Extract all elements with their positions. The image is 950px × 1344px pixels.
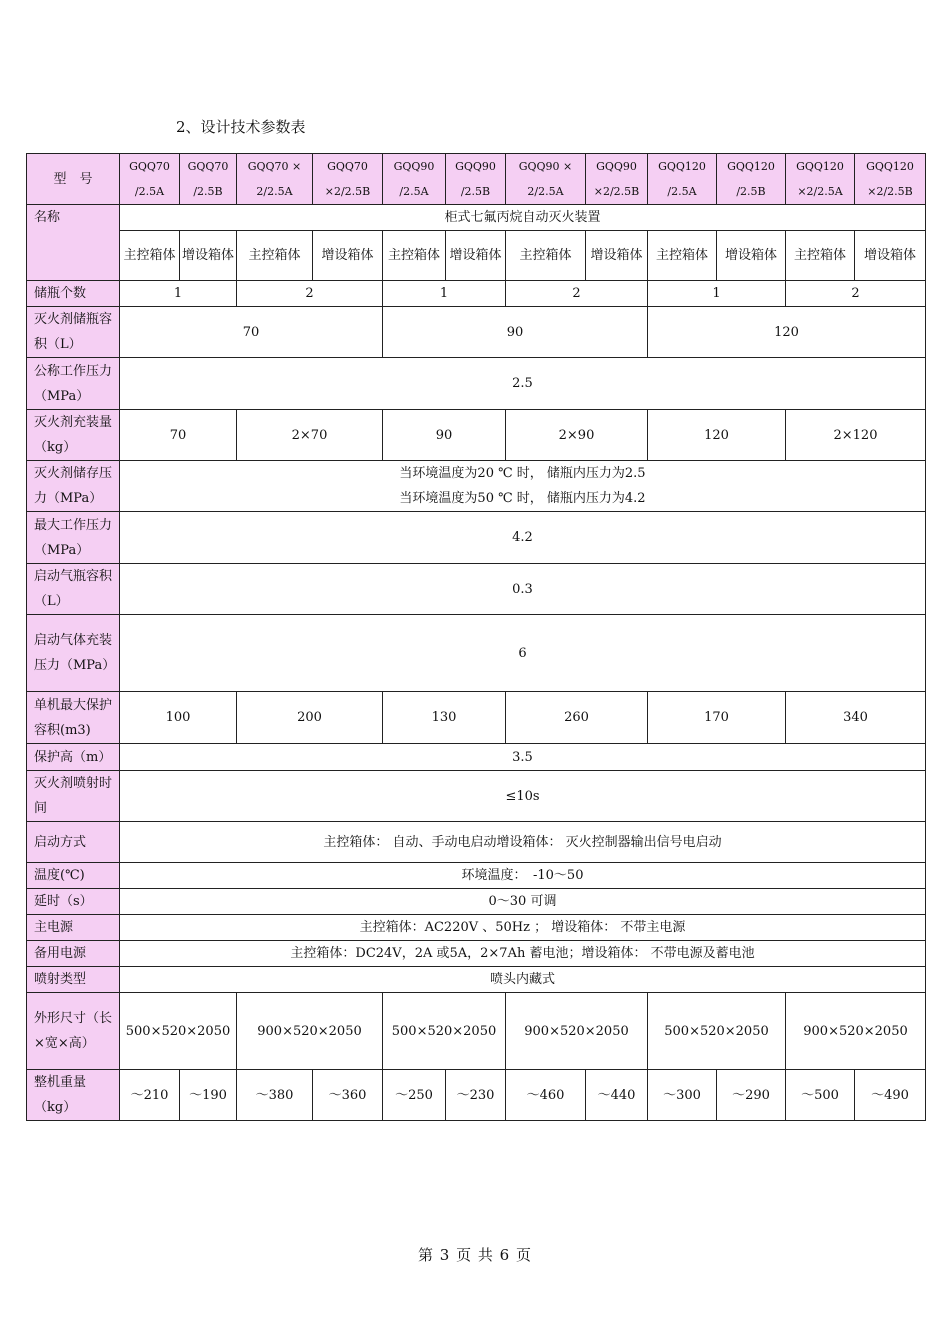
model-cell: GQQ90 /2.5B bbox=[446, 154, 506, 205]
model-cell: GQQ120 ×2/2.5A bbox=[786, 154, 855, 205]
dimensions-value: 900×520×2050 bbox=[786, 993, 926, 1070]
weight-value: ～360 bbox=[313, 1070, 383, 1121]
weight-value: ～190 bbox=[180, 1070, 237, 1121]
fill-value: 2×120 bbox=[786, 410, 926, 461]
label-start-bottle: 启动气瓶容积（L） bbox=[27, 564, 120, 615]
row-model bbox=[27, 154, 926, 205]
label-temperature: 温度(℃) bbox=[27, 863, 120, 889]
weight-value: ～230 bbox=[446, 1070, 506, 1121]
model-cell: GQQ70 ×2/2.5B bbox=[313, 154, 383, 205]
row-protect-height bbox=[27, 744, 926, 771]
start-gas-value: 6 bbox=[120, 615, 926, 692]
temperature-value: 环境温度： -10～50 bbox=[120, 863, 926, 889]
label-backup-power: 备用电源 bbox=[27, 941, 120, 967]
capacity-value: 90 bbox=[383, 307, 648, 358]
label-main-power: 主电源 bbox=[27, 915, 120, 941]
label-delay: 延时（s） bbox=[27, 889, 120, 915]
delay-value: 0～30 可调 bbox=[120, 889, 926, 915]
row-storage-pressure bbox=[27, 461, 926, 512]
model-cell: GQQ90 × 2/2.5A bbox=[506, 154, 586, 205]
protect-height-value: 3.5 bbox=[120, 744, 926, 771]
label-bottles: 储瓶个数 bbox=[27, 281, 120, 307]
weight-value: ～250 bbox=[383, 1070, 446, 1121]
dimensions-value: 900×520×2050 bbox=[506, 993, 648, 1070]
row-spray-time bbox=[27, 771, 926, 822]
row-dimensions bbox=[27, 993, 926, 1070]
model-cell: GQQ120 ×2/2.5B bbox=[855, 154, 926, 205]
protect-volume-value: 340 bbox=[786, 692, 926, 744]
row-start-mode bbox=[27, 822, 926, 863]
box-type: 主控箱体 bbox=[237, 231, 313, 281]
fill-value: 2×90 bbox=[506, 410, 648, 461]
box-type: 主控箱体 bbox=[648, 231, 717, 281]
capacity-value: 70 bbox=[120, 307, 383, 358]
row-backup-power bbox=[27, 941, 926, 967]
row-max-pressure bbox=[27, 512, 926, 564]
box-type: 主控箱体 bbox=[786, 231, 855, 281]
label-fill: 灭火剂充装量（kg） bbox=[27, 410, 120, 461]
box-type: 增设箱体 bbox=[180, 231, 237, 281]
row-temperature bbox=[27, 863, 926, 889]
spray-type-value: 喷头内藏式 bbox=[120, 967, 926, 993]
fill-value: 90 bbox=[383, 410, 506, 461]
page-footer: 第 3 页 共 6 页 bbox=[418, 1246, 532, 1264]
row-fill bbox=[27, 410, 926, 461]
bottles-value: 2 bbox=[506, 281, 648, 307]
weight-value: ～460 bbox=[506, 1070, 586, 1121]
row-start-gas bbox=[27, 615, 926, 692]
label-spray-time: 灭火剂喷射时间 bbox=[27, 771, 120, 822]
weight-value: ～500 bbox=[786, 1070, 855, 1121]
row-spray-type bbox=[27, 967, 926, 993]
weight-value: ～440 bbox=[586, 1070, 648, 1121]
row-pressure-nominal bbox=[27, 358, 926, 410]
row-protect-volume bbox=[27, 692, 926, 744]
dimensions-value: 500×520×2050 bbox=[648, 993, 786, 1070]
label-protect-volume: 单机最大保护容积(m3) bbox=[27, 692, 120, 744]
dimensions-value: 900×520×2050 bbox=[237, 993, 383, 1070]
pressure-nominal-value: 2.5 bbox=[120, 358, 926, 410]
protect-volume-value: 100 bbox=[120, 692, 237, 744]
weight-value: ～380 bbox=[237, 1070, 313, 1121]
bottles-value: 1 bbox=[648, 281, 786, 307]
protect-volume-value: 200 bbox=[237, 692, 383, 744]
capacity-value: 120 bbox=[648, 307, 926, 358]
label-max-pressure: 最大工作压力（MPa） bbox=[27, 512, 120, 564]
main-power-value: 主控箱体：AC220V 、50Hz ； 增设箱体： 不带主电源 bbox=[120, 915, 926, 941]
row-device-name bbox=[27, 205, 926, 231]
weight-value: ～490 bbox=[855, 1070, 926, 1121]
model-cell: GQQ70 /2.5A bbox=[120, 154, 180, 205]
box-type: 主控箱体 bbox=[120, 231, 180, 281]
row-box-types bbox=[27, 231, 926, 281]
box-type: 增设箱体 bbox=[855, 231, 926, 281]
fill-value: 120 bbox=[648, 410, 786, 461]
row-weight bbox=[27, 1070, 926, 1121]
label-weight: 整机重量（kg） bbox=[27, 1070, 120, 1121]
device-name: 柜式七氟丙烷自动灭火装置 bbox=[120, 205, 926, 231]
row-delay bbox=[27, 889, 926, 915]
protect-volume-value: 170 bbox=[648, 692, 786, 744]
dimensions-value: 500×520×2050 bbox=[120, 993, 237, 1070]
label-capacity: 灭火剂储瓶容积（L） bbox=[27, 307, 120, 358]
model-cell: GQQ90 /2.5A bbox=[383, 154, 446, 205]
label-dimensions: 外形尺寸（长×宽×高） bbox=[27, 993, 120, 1070]
label-protect-height: 保护高（m） bbox=[27, 744, 120, 771]
label-start-mode: 启动方式 bbox=[27, 822, 120, 863]
fill-value: 70 bbox=[120, 410, 237, 461]
storage-pressure-value: 当环境温度为20 ℃ 时， 储瓶内压力为2.5 当环境温度为50 ℃ 时， 储瓶内压力为4.2 bbox=[120, 461, 926, 512]
bottles-value: 2 bbox=[237, 281, 383, 307]
model-cell: GQQ70 × 2/2.5A bbox=[237, 154, 313, 205]
label-storage-pressure: 灭火剂储存压力（MPa） bbox=[27, 461, 120, 512]
weight-value: ～210 bbox=[120, 1070, 180, 1121]
box-type: 主控箱体 bbox=[506, 231, 586, 281]
label-start-gas: 启动气体充装压力（MPa） bbox=[27, 615, 120, 692]
weight-value: ～300 bbox=[648, 1070, 717, 1121]
bottles-value: 1 bbox=[120, 281, 237, 307]
box-type: 主控箱体 bbox=[383, 231, 446, 281]
dimensions-value: 500×520×2050 bbox=[383, 993, 506, 1070]
label-model: 型 号 bbox=[27, 154, 120, 205]
weight-value: ～290 bbox=[717, 1070, 786, 1121]
row-main-power bbox=[27, 915, 926, 941]
bottles-value: 1 bbox=[383, 281, 506, 307]
protect-volume-value: 130 bbox=[383, 692, 506, 744]
box-type: 增设箱体 bbox=[717, 231, 786, 281]
backup-power-value: 主控箱体：DC24V，2A 或5A，2×7Ah 蓄电池；增设箱体： 不带电源及蓄电池 bbox=[120, 941, 926, 967]
row-bottles bbox=[27, 281, 926, 307]
bottles-value: 2 bbox=[786, 281, 926, 307]
section-heading: 2、设计技术参数表 bbox=[176, 118, 306, 136]
box-type: 增设箱体 bbox=[446, 231, 506, 281]
model-cell: GQQ90 ×2/2.5B bbox=[586, 154, 648, 205]
row-capacity bbox=[27, 307, 926, 358]
label-spray-type: 喷射类型 bbox=[27, 967, 120, 993]
start-mode-value: 主控箱体： 自动、手动电启动增设箱体： 灭火控制器输出信号电启动 bbox=[120, 822, 926, 863]
max-pressure-value: 4.2 bbox=[120, 512, 926, 564]
start-bottle-value: 0.3 bbox=[120, 564, 926, 615]
spec-table bbox=[26, 153, 926, 1121]
model-cell: GQQ120 /2.5B bbox=[717, 154, 786, 205]
model-cell: GQQ120 /2.5A bbox=[648, 154, 717, 205]
model-cell: GQQ70 /2.5B bbox=[180, 154, 237, 205]
row-start-bottle bbox=[27, 564, 926, 615]
label-name: 名称 bbox=[27, 205, 120, 281]
protect-volume-value: 260 bbox=[506, 692, 648, 744]
spray-time-value: ≤10s bbox=[120, 771, 926, 822]
fill-value: 2×70 bbox=[237, 410, 383, 461]
box-type: 增设箱体 bbox=[313, 231, 383, 281]
label-pressure-nominal: 公称工作压力（MPa） bbox=[27, 358, 120, 410]
box-type: 增设箱体 bbox=[586, 231, 648, 281]
